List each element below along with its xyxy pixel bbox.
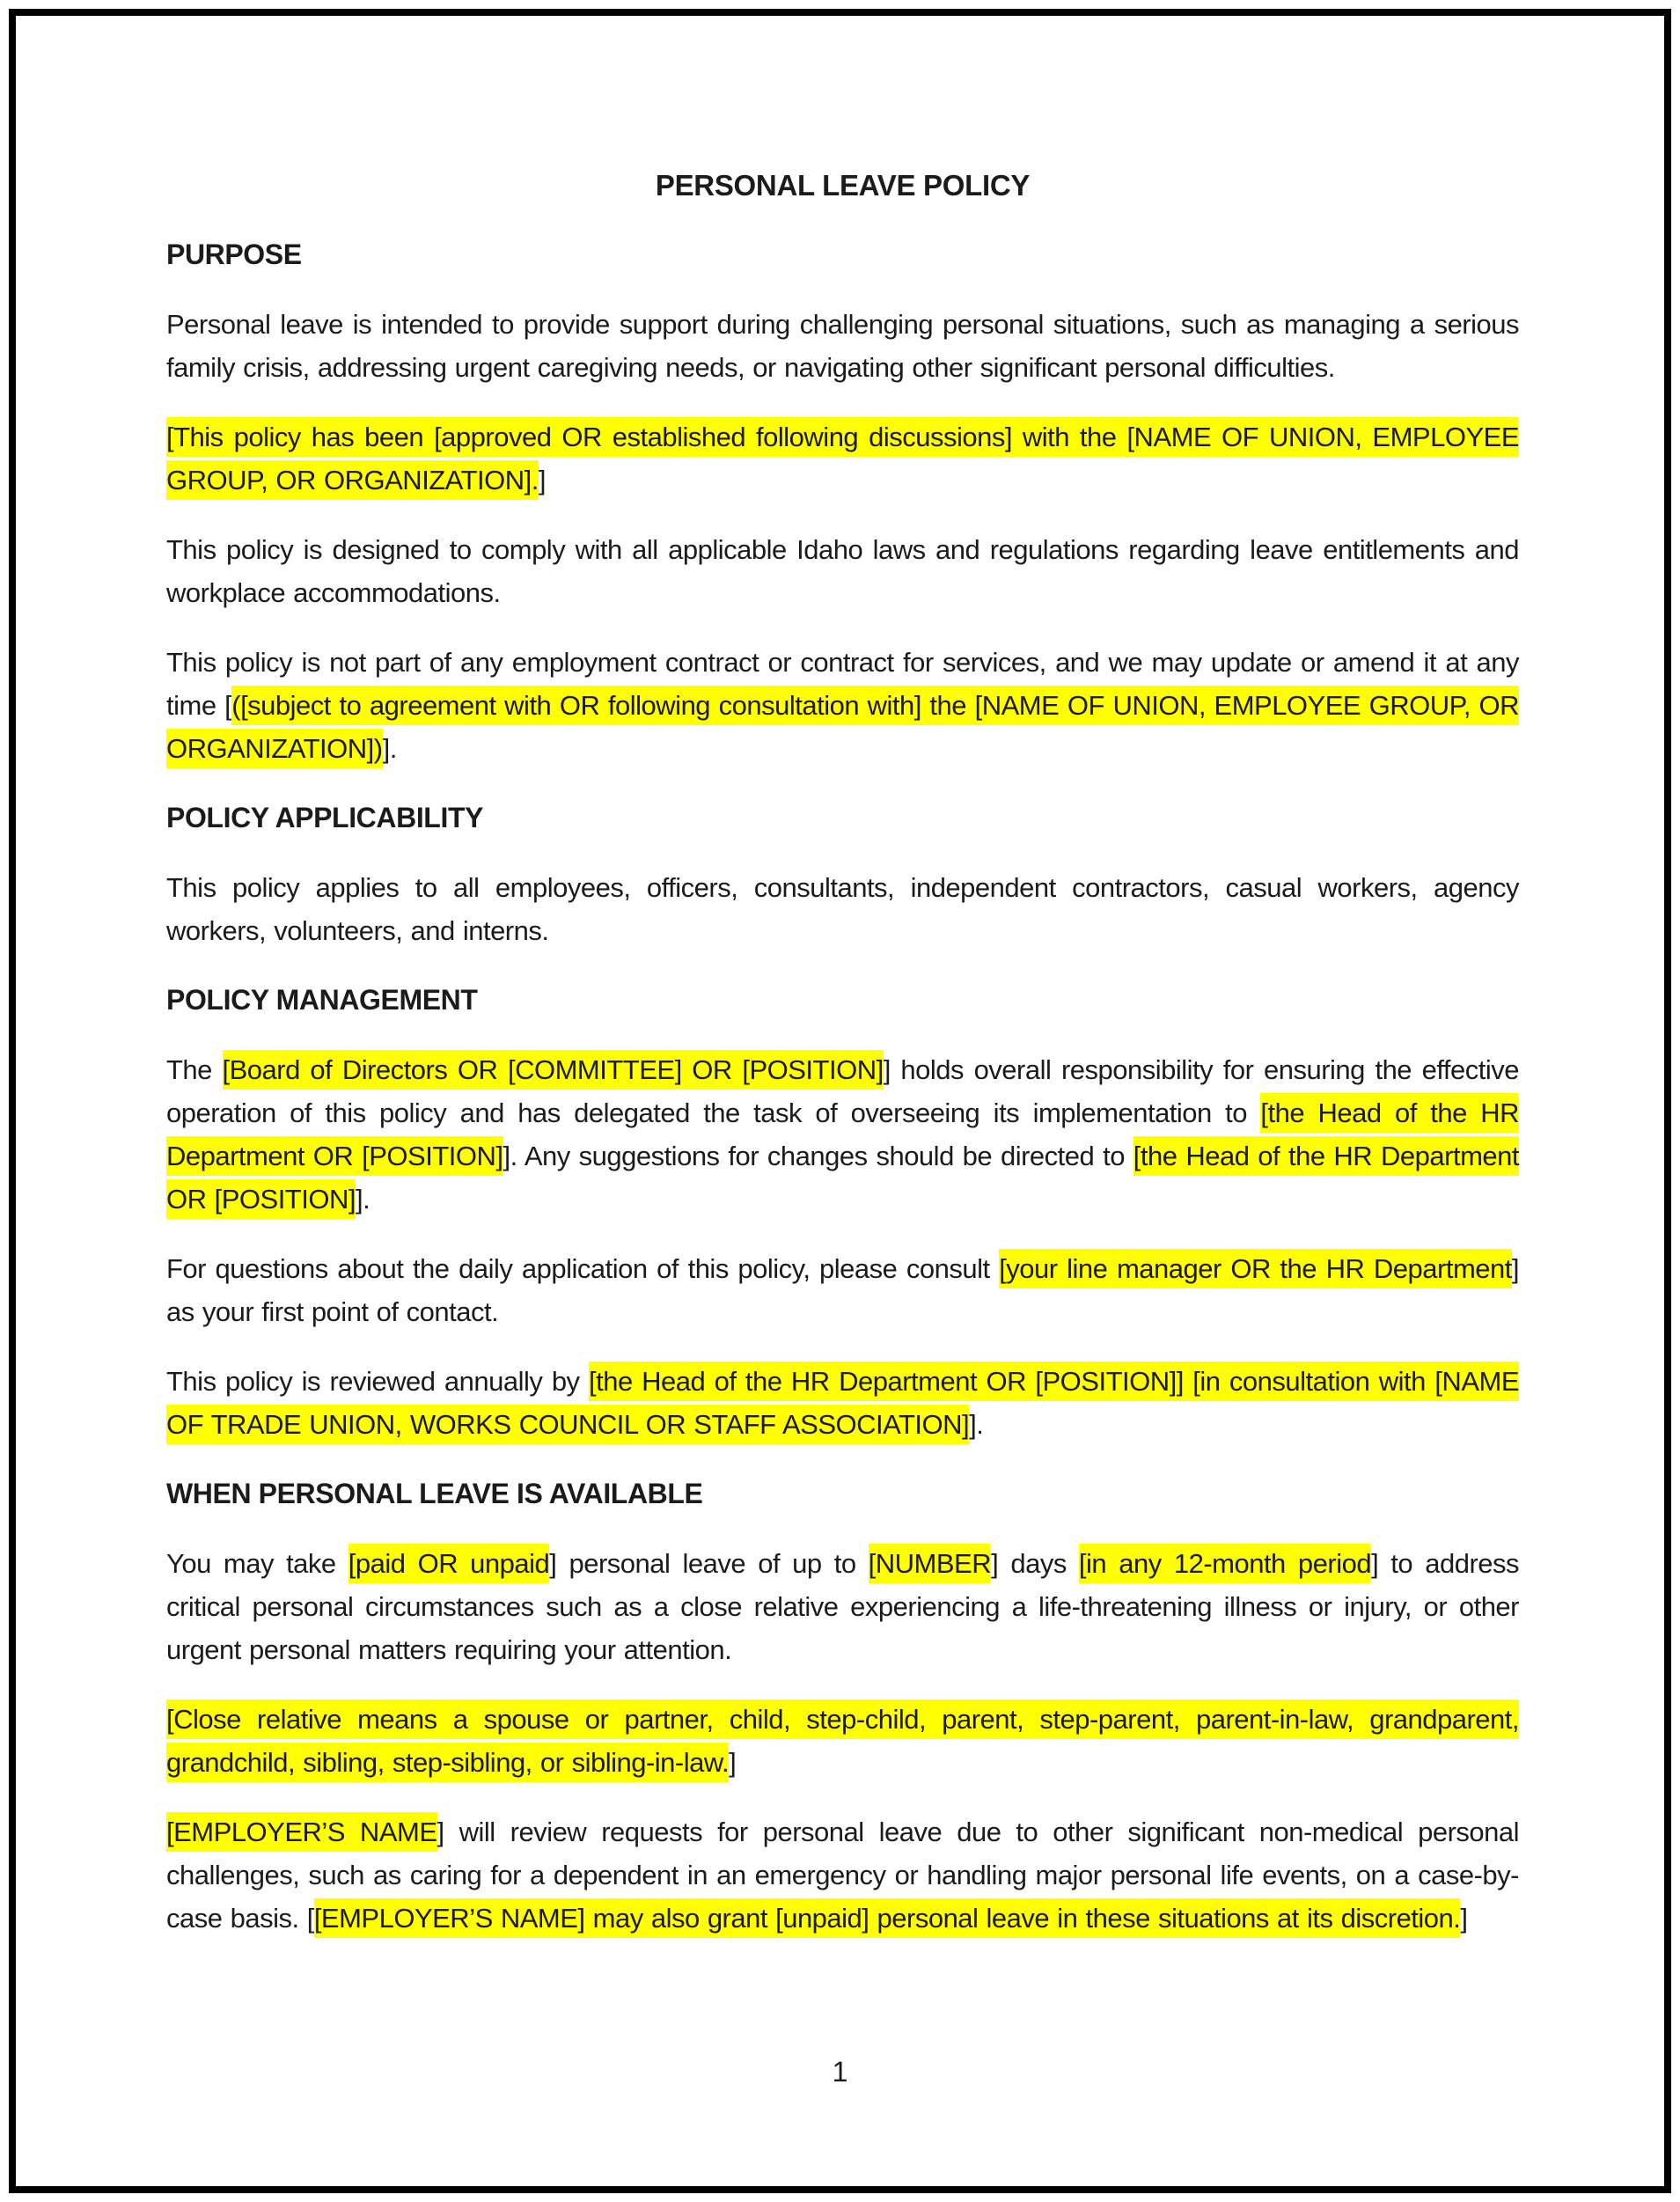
paragraph xyxy=(166,866,1519,952)
highlighted-text: [Board of Directors OR [COMMITTEE] OR [POSITION] xyxy=(223,1050,884,1090)
highlighted-text: [the Head of the HR Department OR [POSITION] xyxy=(166,1093,1519,1176)
page-number: 1 xyxy=(832,2056,848,2088)
highlighted-text: [your line manager OR the HR Department xyxy=(999,1249,1512,1288)
text-run: ] xyxy=(538,465,547,495)
paragraph xyxy=(166,1360,1519,1446)
text-run: ]. xyxy=(355,1184,370,1215)
paragraph xyxy=(166,528,1519,614)
section-heading xyxy=(166,1472,1519,1516)
document-blocks xyxy=(166,233,1519,1940)
section-heading xyxy=(166,796,1519,840)
text-run: ] personal leave of up to xyxy=(549,1548,869,1579)
text-run: You may take xyxy=(166,1548,348,1579)
text-run: ] as your first point of contact. xyxy=(166,1253,1519,1327)
highlighted-text: [the Head of the HR Department OR [POSITION] xyxy=(166,1136,1519,1219)
text-run: This policy is designed to comply with all applicable Idaho laws and regulations regarding leave entitlements and workplace accommodations. xyxy=(166,534,1519,608)
paragraph xyxy=(166,1810,1519,1940)
text-run: POLICY MANAGEMENT xyxy=(166,984,478,1016)
paragraph xyxy=(166,1048,1519,1221)
text-run: PURPOSE xyxy=(166,239,302,270)
text-run: ]. xyxy=(382,733,397,764)
section-heading xyxy=(166,233,1519,276)
paragraph xyxy=(166,1542,1519,1671)
text-run: This policy is not part of any employment contract or contract for services, and we may update or amend it at any time [ xyxy=(166,647,1519,721)
highlighted-text: [in any 12-month period xyxy=(1079,1544,1371,1583)
paragraph xyxy=(166,415,1519,502)
text-run: ]. Any suggestions for changes should be directed to xyxy=(503,1141,1133,1171)
highlighted-text: [paid OR unpaid xyxy=(348,1544,550,1583)
text-run: Personal leave is intended to provide support during challenging personal situations, such as managing a serious family crisis, addressing urgent caregiving needs, or navigating other significant personal difficulties. xyxy=(166,309,1519,383)
text-run: This policy is reviewed annually by xyxy=(166,1366,589,1397)
highlighted-text: [EMPLOYER’S NAME] may also grant [unpaid] personal leave in these situations at its discretion. xyxy=(314,1898,1461,1938)
text-run: ] will review requests for personal leave due to other significant non-medical personal challenges, such as caring for a dependent in an emergency or handling major personal life events, on a case-by-case basis. [ xyxy=(166,1817,1519,1934)
highlighted-text: [the Head of the HR Department OR [POSITION]] [in consultation with [NAME OF TRADE UNION, WORKS COUNCIL OR STAFF ASSOCIATION] xyxy=(166,1362,1519,1444)
document-content xyxy=(166,164,1519,1966)
highlighted-text: [This policy has been [approved OR established following discussions] with the [NAME OF UNION, EMPLOYEE GROUP, OR ORGANIZATION]. xyxy=(166,417,1519,500)
text-run: ] xyxy=(1460,1903,1468,1934)
text-run: The xyxy=(166,1054,223,1085)
highlighted-text: ([subject to agreement with OR following consultation with] the [NAME OF UNION, EMPLOYEE GROUP, OR ORGANIZATION]) xyxy=(166,686,1519,768)
highlighted-text: [Close relative means a spouse or partner, child, step-child, parent, step-parent, parent-in-law, grandparent, grandchild, sibling, step-sibling, or sibling-in-law. xyxy=(166,1699,1519,1782)
highlighted-text: [EMPLOYER’S NAME xyxy=(166,1812,437,1852)
text-run: ]. xyxy=(969,1409,984,1440)
paragraph xyxy=(166,303,1519,389)
document-title: PERSONAL LEAVE POLICY xyxy=(655,169,1031,202)
paragraph xyxy=(166,1247,1519,1333)
text-run: For questions about the daily application of this policy, please consult xyxy=(166,1253,1000,1284)
text-run: POLICY APPLICABILITY xyxy=(166,802,484,833)
text-run: ] days xyxy=(991,1548,1079,1579)
text-run: ] to address critical personal circumstances such as a close relative experiencing a life-threatening illness or injury, or other urgent personal matters requiring your attention. xyxy=(166,1548,1520,1665)
text-run: ] holds overall responsibility for ensuring the effective operation of this policy and has delegated the task of overseeing its implementation to xyxy=(166,1054,1520,1128)
text-run: ] xyxy=(729,1747,737,1778)
highlighted-text: [NUMBER xyxy=(869,1544,991,1583)
text-run: This policy applies to all employees, officers, consultants, independent contractors, casual workers, agency workers, volunteers, and interns. xyxy=(166,872,1519,946)
paragraph xyxy=(166,1698,1519,1784)
text-run: WHEN PERSONAL LEAVE IS AVAILABLE xyxy=(166,1478,703,1509)
section-heading xyxy=(166,979,1519,1022)
paragraph xyxy=(166,641,1519,770)
